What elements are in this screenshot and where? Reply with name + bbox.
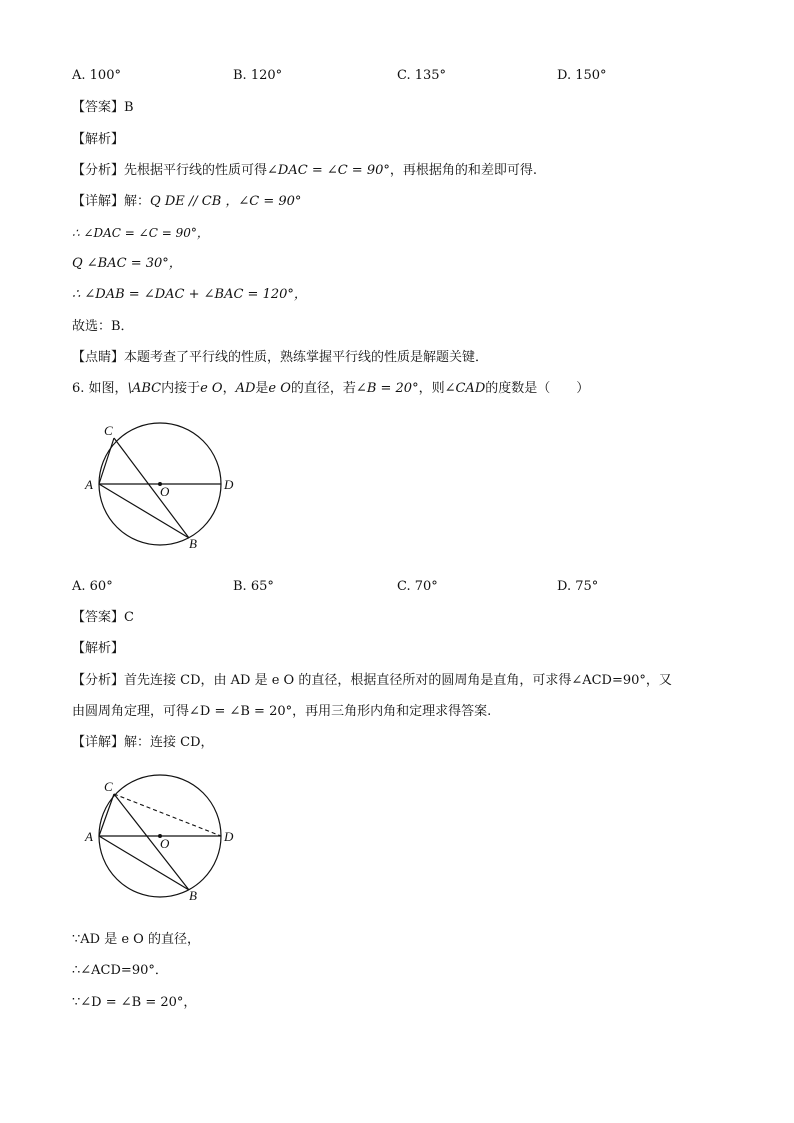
q6-stem-angle: ∠B = 20° <box>355 381 419 396</box>
q5-step2: Q ∠BAC = 30°， <box>72 256 182 271</box>
chord-cb <box>114 438 189 538</box>
q6-number: 6. <box>72 381 85 396</box>
q6-option-b: B. 65° <box>233 579 274 594</box>
q6-stem-cad: ∠CAD <box>444 381 486 396</box>
q5-option-a: A. 100° <box>72 68 121 83</box>
q6-stem-g: 的度数是（ ） <box>485 381 590 396</box>
chord-ac-2 <box>99 794 114 836</box>
q5-jiexi: 【解析】 <box>72 132 125 147</box>
q5-choose: 故选：B． <box>72 319 134 334</box>
label-d: D <box>224 477 234 492</box>
q6-stem-triangle: \ABC <box>127 381 162 396</box>
q5-comment-text: 本题考查了平行线的性质，熟练掌握平行线的性质是解题关键． <box>124 350 489 365</box>
q6-figure-1 <box>80 420 250 560</box>
q6-detail: 【详解】解：连接 CD， <box>72 735 214 750</box>
label-o: O <box>160 484 170 499</box>
label-c: C <box>104 423 113 438</box>
label-b-2: B <box>189 888 197 903</box>
q5-detail-pre: 解： <box>124 194 151 209</box>
q6-stem-c: ， <box>222 381 236 396</box>
q5-detail-formula: Q DE // CB ，∠C = 90° <box>150 194 302 209</box>
q5-detail-label: 【详解】 <box>72 194 125 209</box>
q5-answer: 【答案】B <box>72 100 134 115</box>
label-b: B <box>189 536 197 551</box>
label-o-2: O <box>160 836 170 851</box>
q6-figure-2 <box>80 772 250 912</box>
q6-analysis-line2: 由圆周角定理，可得∠D = ∠B = 20°，再用三角形内角和定理求得答案. <box>72 704 492 719</box>
q6-answer: 【答案】C <box>72 610 134 625</box>
chord-ac <box>99 438 114 484</box>
q6-stem-d: 是 <box>255 381 269 396</box>
q6-option-d: D. 75° <box>557 579 599 594</box>
q5-option-c: C. 135° <box>397 68 447 83</box>
chord-ab <box>99 484 189 538</box>
q6-stem-e: 的直径，若 <box>290 381 356 396</box>
q5-step3: ∴ ∠DAB = ∠DAC + ∠BAC = 120°， <box>72 287 307 302</box>
q6-stem-ad: AD <box>235 381 256 396</box>
q6-stem-circle2: e O <box>268 381 291 396</box>
q6-analysis-line1: 【分析】首先连接 CD，由 AD 是 e O 的直径，根据直径所对的圆周角是直角，可求得∠ACD=90°，又 <box>72 673 672 688</box>
q5-step1: ∴ ∠DAC = ∠C = 90°， <box>72 226 209 240</box>
q6-jiexi: 【解析】 <box>72 641 125 656</box>
q5-option-d: D. 150° <box>557 68 607 83</box>
q6-stem-b: 内接于 <box>161 381 201 396</box>
q5-comment <box>72 349 488 367</box>
q6-option-c: C. 70° <box>397 579 438 594</box>
q5-analysis <box>72 162 537 180</box>
q5-comment-label: 【点睛】 <box>72 350 125 365</box>
q6-step3: ∵∠D = ∠B = 20°， <box>72 995 197 1010</box>
chord-ab-2 <box>99 836 189 890</box>
chord-cb-2 <box>114 794 189 890</box>
q5-option-b: B. 120° <box>233 68 283 83</box>
label-d-2: D <box>224 829 234 844</box>
q6-stem-circle1: e O <box>200 381 223 396</box>
q6-step1: ∵AD 是 e O 的直径， <box>72 932 200 947</box>
q5-analysis-formula: ∠DAC = ∠C = 90° <box>267 163 390 178</box>
q5-analysis-post: ，再根据角的和差即可得. <box>389 163 538 178</box>
label-a: A <box>85 477 93 492</box>
q5-detail <box>72 193 301 211</box>
q6-option-a: A. 60° <box>72 579 113 594</box>
q6-stem-a: 如图， <box>88 381 128 396</box>
label-a-2: A <box>85 829 93 844</box>
q6-step2: ∴∠ACD=90°． <box>72 963 168 978</box>
q5-analysis-pre: 先根据平行线的性质可得 <box>124 163 268 178</box>
label-c-2: C <box>104 779 113 794</box>
q6-stem-f: ，则 <box>418 381 445 396</box>
q5-analysis-label: 【分析】 <box>72 163 125 178</box>
q6-stem <box>72 380 589 398</box>
